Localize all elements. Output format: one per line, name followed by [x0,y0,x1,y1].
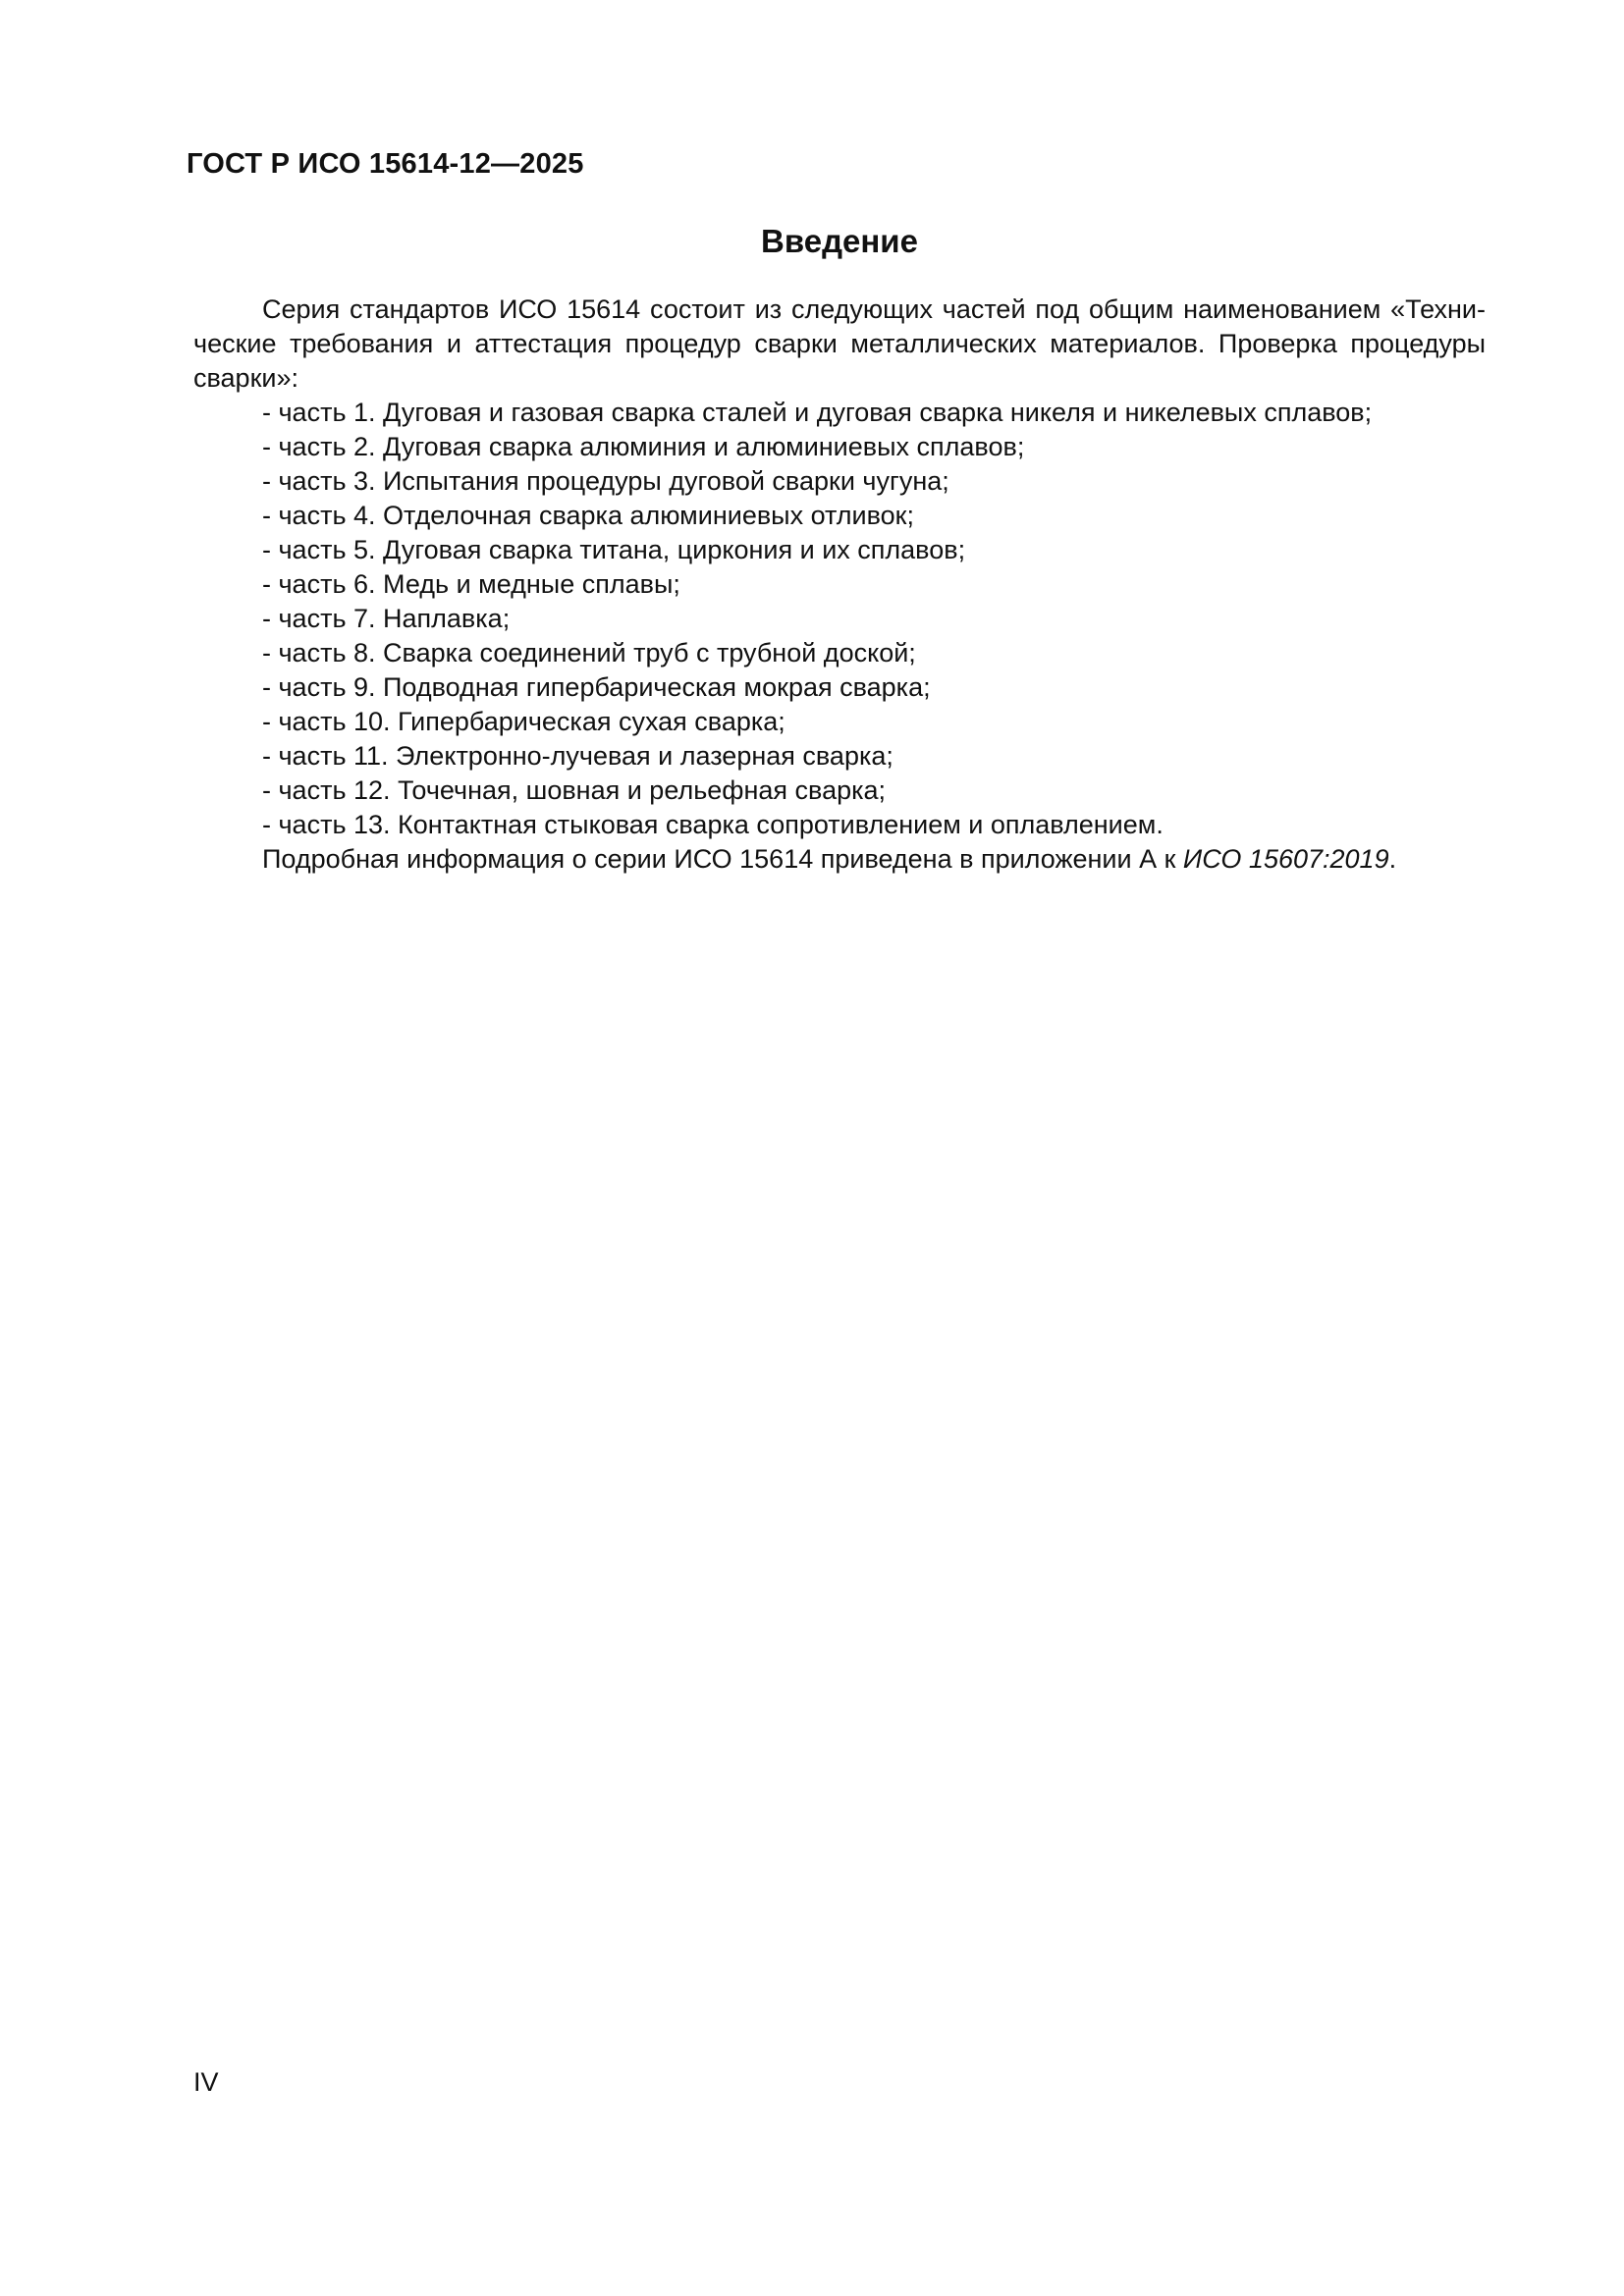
closing-paragraph [193,842,1486,877]
standard-designation: ГОСТ Р ИСО 15614-12—2025 [187,148,584,180]
list-item: - часть 1. Дуговая и газовая сварка сталей и дуговая сварка никеля и никелевых сплавов; [262,398,1373,427]
body-text [193,293,1486,877]
list-item: - часть 11. Электронно-лучевая и лазерная сварка; [262,741,893,771]
iso-reference: ИСО 15607:2019 [1182,844,1389,874]
closing-text: Подробная информация о серии ИСО 15614 приведена в приложении А к [262,844,1183,874]
intro-line-3: сварки»: [193,363,298,393]
list-item: - часть 9. Подводная гипербарическая мокрая сварка; [262,672,931,702]
intro-line-2: ческие требования и аттестация процедур сварки металлических материалов. Проверка процедуры [193,329,1486,358]
section-title: Введение [761,223,918,259]
list-item: - часть 7. Наплавка; [262,604,511,633]
list-item: - часть 13. Контактная стыковая сварка сопротивлением и оплавлением. [262,810,1164,839]
page-number: IV [193,2067,219,2097]
list-item: - часть 4. Отделочная сварка алюминиевых отливок; [262,501,914,530]
list-item: - часть 5. Дуговая сварка титана, циркония и их сплавов; [262,535,966,564]
list-item: - часть 10. Гипербарическая сухая сварка; [262,707,785,736]
intro-line-1: Серия стандартов ИСО 15614 состоит из следующих частей под общим наименованием «Техни- [262,294,1486,324]
parts-list [193,396,1486,842]
list-item: - часть 8. Сварка соединений труб с трубной доской; [262,638,916,667]
list-item: - часть 3. Испытания процедуры дуговой сварки чугуна; [262,466,949,496]
list-item: - часть 2. Дуговая сварка алюминия и алюминиевых сплавов; [262,432,1025,461]
list-item: - часть 12. Точечная, шовная и рельефная сварка; [262,775,887,805]
list-item: - часть 6. Медь и медные сплавы; [262,569,680,599]
closing-period: . [1388,844,1397,874]
